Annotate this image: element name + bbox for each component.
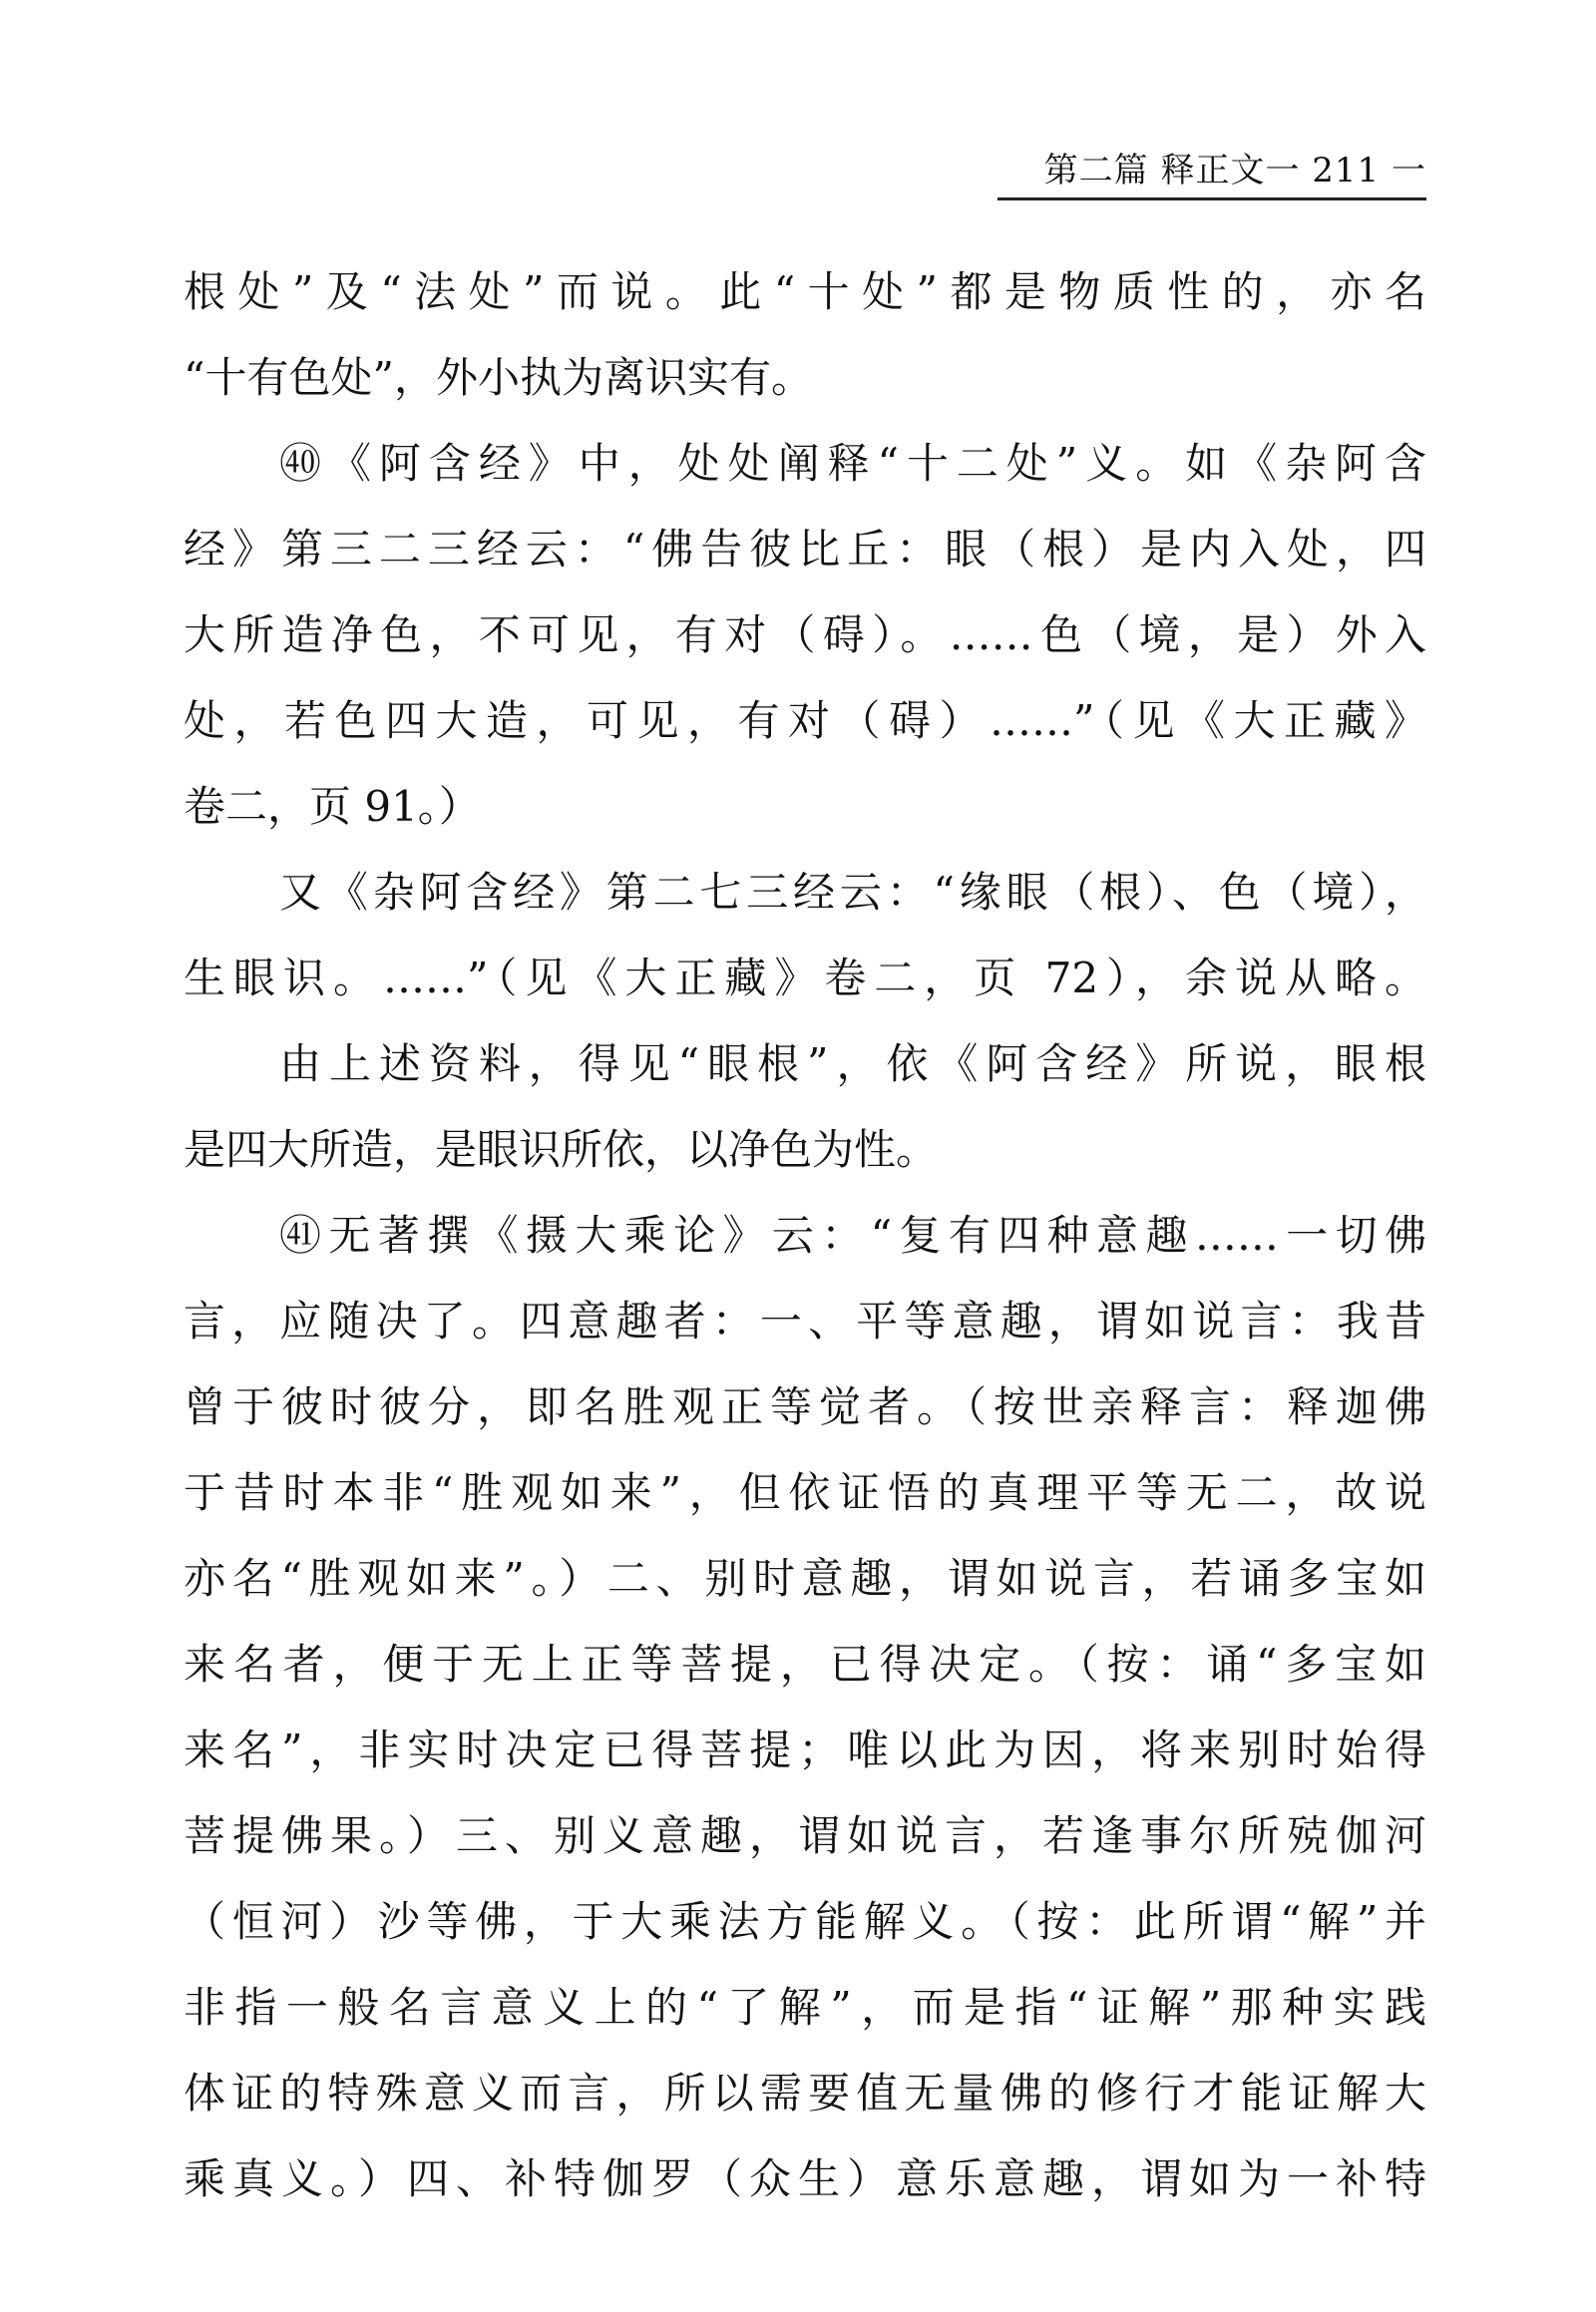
text-line: 亦名“胜观如来”。）二、别时意趣，谓如说言，若诵多宝如 <box>184 1554 1426 1603</box>
text-line: 曾于彼时彼分，即名胜观正等觉者。（按世亲释言：释迦佛 <box>184 1382 1426 1431</box>
text-line: 言，应随决了。四意趣者：一、平等意趣，谓如说言：我昔 <box>184 1297 1426 1346</box>
text-line: ㊵《阿含经》中，处处阐释“十二处”义。如《杂阿含 <box>279 439 1426 488</box>
text-line: 来名”，非实时决定已得菩提；唯以此为因，将来别时始得 <box>184 1726 1426 1774</box>
text-line: 菩提佛果。）三、别义意趣，谓如说言，若逢事尔所殑伽河 <box>184 1811 1426 1860</box>
text-line: 体证的特殊意义而言，所以需要值无量佛的修行才能证解大 <box>184 2069 1426 2118</box>
text-line: 由上述资料，得见“眼根”，依《阿含经》所说，眼根 <box>279 1039 1426 1088</box>
text-line: “十有色处”，外小执为离识实有。 <box>184 353 813 402</box>
text-line: 处，若色四大造，可见，有对（碍）……”（见《大正藏》 <box>184 696 1426 745</box>
running-header: 第二篇 释正文一 211 一 <box>1043 151 1426 191</box>
text-line: 生眼识。……”（见《大正藏》卷二，页 72），余说从略。 <box>184 954 1426 1002</box>
text-line: 非指一般名言意义上的“了解”，而是指“证解”那种实践 <box>184 1983 1426 2032</box>
header-rule <box>998 197 1426 200</box>
text-line: 乘真义。）四、补特伽罗（众生）意乐意趣，谓如为一补特 <box>184 2154 1426 2203</box>
text-line: （恒河）沙等佛，于大乘法方能解义。（按：此所谓“解”并 <box>184 1897 1426 1946</box>
body-text <box>184 249 1426 2222</box>
text-line: 来名者，便于无上正等菩提，已得决定。（按：诵“多宝如 <box>184 1640 1426 1689</box>
text-line: 大所造净色，不可见，有对（碍）。……色（境，是）外入 <box>184 610 1426 659</box>
text-line: 于昔时本非“胜观如来”，但依证悟的真理平等无二，故说 <box>184 1468 1426 1517</box>
text-line: 又《杂阿含经》第二七三经云：“缘眼（根）、色（境）， <box>279 868 1426 917</box>
text-line: 是四大所造，是眼识所依，以净色为性。 <box>184 1125 939 1174</box>
text-line: 卷二，页 91。） <box>184 782 481 831</box>
text-line: ㊶无著撰《摄大乘论》云：“复有四种意趣……一切佛 <box>279 1211 1426 1260</box>
text-line: 经》第三二三经云：“佛告彼比丘：眼（根）是内入处，四 <box>184 525 1426 574</box>
text-line: 根处”及“法处”而说。此“十处”都是物质性的，亦名 <box>184 267 1426 316</box>
